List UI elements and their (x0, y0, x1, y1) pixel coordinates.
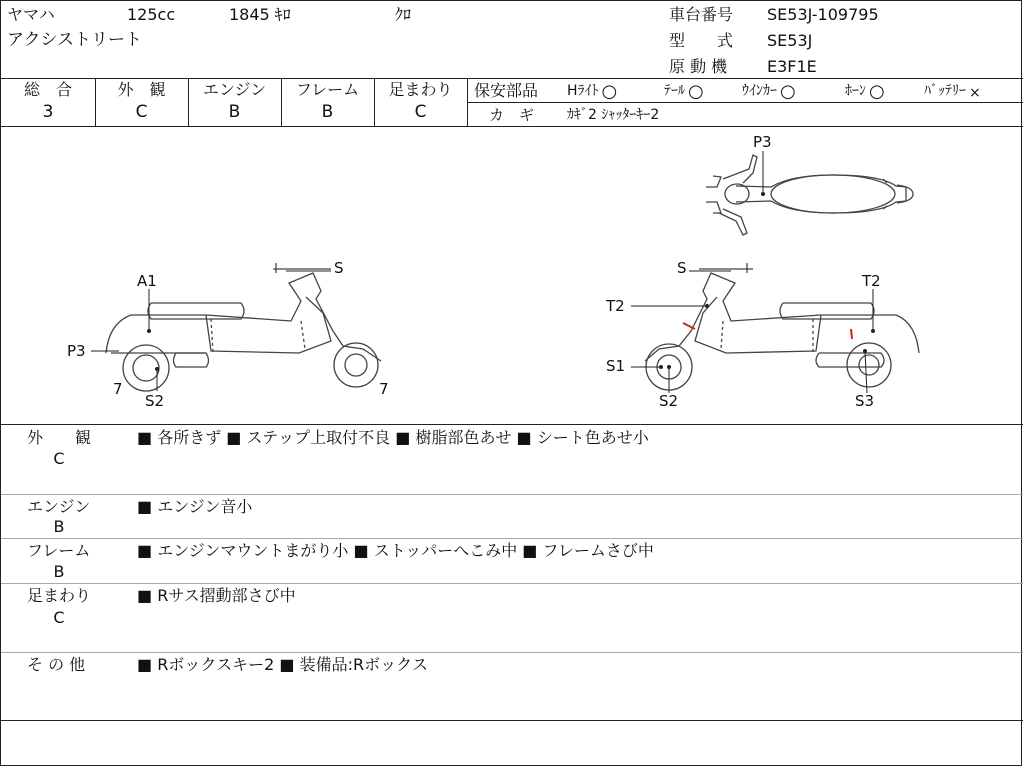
rating-overall-value: 3 (42, 102, 54, 122)
safety-item-name: ﾊﾞｯﾃﾘｰ (924, 83, 966, 99)
key-label: カ ギ (489, 106, 535, 124)
diagram-label: S (334, 259, 344, 277)
scooter-top-view (706, 155, 913, 235)
safety-item-name: ﾃｰﾙ (664, 83, 685, 99)
diagram-label: 7 (379, 380, 389, 398)
frame-no: SE53J-109795 (767, 5, 879, 24)
diagram-label: S2 (659, 392, 679, 410)
diagram-label: S2 (145, 392, 165, 410)
safety-taillight (664, 81, 704, 101)
safety-winker (742, 81, 796, 101)
diagram-label: S3 (855, 392, 875, 410)
rating-engine-label: エンジン (202, 80, 267, 99)
damage-marker (851, 329, 852, 339)
safety-battery (924, 81, 981, 102)
body-color: ｸﾛ (395, 5, 412, 24)
damage-diagram (1, 127, 1023, 424)
safety-headlight (567, 81, 617, 101)
divider (467, 102, 1023, 103)
safety-item-name: ｳｲﾝｶｰ (742, 83, 777, 99)
detail-grade: B (53, 517, 65, 536)
detail-text: ■ 各所きず ■ ステップ上取付不良 ■ 樹脂部色あせ ■ シート色あせ小 (137, 428, 649, 447)
engine-value: E3F1E (767, 57, 817, 76)
frame-no-label: 車台番号 (669, 5, 734, 24)
circle-mark-icon: ○ (780, 81, 796, 102)
diagram-label: P3 (67, 342, 86, 360)
divider (1, 652, 1023, 653)
diagram-label: T2 (862, 272, 881, 290)
rating-frame-label: フレーム (295, 80, 360, 99)
detail-grade: C (53, 608, 65, 627)
maker: ヤマハ (7, 5, 55, 24)
detail-category: フレーム (27, 541, 91, 560)
type-value: SE53J (767, 31, 813, 50)
divider (1, 720, 1023, 721)
diagram-label: P3 (753, 133, 772, 151)
key-value: ｶｷﾞ2 ｼｬｯﾀｰｷｰ2 (567, 107, 660, 123)
detail-category: 足まわり (27, 586, 92, 605)
detail-text: ■ Rボックスキー2 ■ 装備品:Rボックス (137, 655, 428, 674)
safety-item-name: ﾎｰﾝ (845, 83, 866, 99)
diagram-label: S1 (606, 357, 626, 375)
rating-suspension-value: C (414, 102, 427, 122)
cross-mark-icon: × (969, 85, 981, 101)
diagram-label: T2 (606, 297, 625, 315)
detail-category: エンジン (27, 497, 91, 516)
diagram-label: S (677, 259, 687, 277)
detail-category: 外 観 (27, 428, 92, 447)
type-label: 型 式 (669, 31, 734, 50)
rating-overall-label: 総 合 (23, 80, 72, 99)
safety-horn (845, 81, 885, 101)
detail-grade: B (53, 562, 65, 581)
detail-text: ■ Rサス摺動部さび中 (137, 586, 296, 605)
diagram-label: 7 (113, 380, 123, 398)
detail-text: ■ エンジン音小 (137, 497, 253, 516)
safety-item-name: Hﾗｲﾄ (567, 83, 599, 99)
safety-parts-label: 保安部品 (474, 81, 539, 100)
rating-suspension-label: 足まわり (388, 80, 453, 99)
detail-text: ■ エンジンマウントまがり小 ■ ストッパーへこみ中 ■ フレームさび中 (137, 541, 654, 560)
model-name: アクシストリート (7, 30, 142, 50)
detail-category: そ の 他 (27, 655, 86, 674)
circle-mark-icon: ○ (601, 81, 618, 102)
detail-grade: C (53, 449, 65, 468)
divider (1, 538, 1023, 539)
rating-engine-value: B (228, 102, 241, 122)
divider (1, 78, 1023, 79)
diagram-label: A1 (137, 272, 157, 290)
circle-mark-icon: ○ (869, 81, 885, 102)
mileage: 1845 ｷﾛ (229, 5, 291, 24)
engine-label: 原 動 機 (669, 57, 728, 76)
rating-exterior-label: 外 観 (117, 80, 166, 99)
rating-frame-value: B (321, 102, 334, 122)
divider (1, 583, 1023, 584)
rating-exterior-value: C (135, 102, 148, 122)
divider (1, 424, 1023, 425)
divider (1, 494, 1023, 495)
circle-mark-icon: ○ (688, 81, 704, 102)
displacement: 125cc (127, 5, 176, 24)
